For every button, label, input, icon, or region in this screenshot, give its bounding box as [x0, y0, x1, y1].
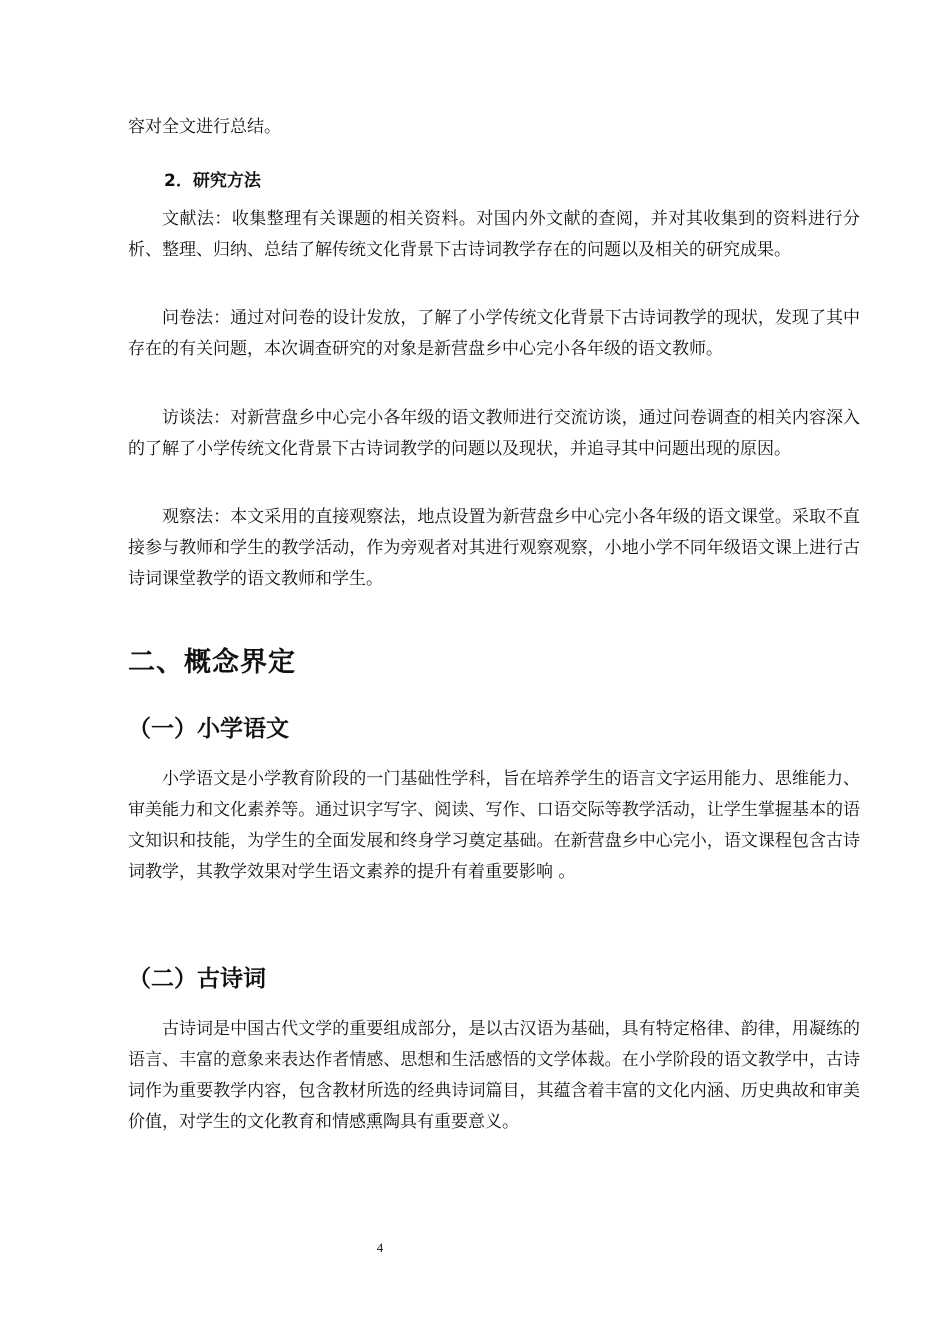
method-observation-paragraph: 观察法：本文采用的直接观察法，地点设置为新营盘乡中心完小各年级的语文课堂。采取不直接参与教师和学生的教学活动，作为旁观者对其进行观察观察，小地小学不同年级语文课上进行古诗词课堂教学的语文教师和学生。 — [128, 507, 860, 589]
section-body-primary-chinese: 小学语文是小学教育阶段的一门基础性学科，旨在培养学生的语言文字运用能力、思维能力、审美能力和文化素养等。通过识字写字、阅读、写作、口语交际等教学活动，让学生掌握基本的语文知识和技能，为学生的全面发展和终身学习奠定基础。在新营盘乡中心完小，语文课程包含古诗词教学，其教学效果对学生语文素养的提升有着重要影响 。 — [128, 769, 860, 882]
section-title-classical-poetry: （二）古诗词 — [128, 966, 266, 992]
intro-tail-paragraph: 容对全文进行总结。 — [128, 117, 281, 137]
method-interview-paragraph: 访谈法：对新营盘乡中心完小各年级的语文教师进行交流访谈，通过问卷调查的相关内容深入的了解了小学传统文化背景下古诗词教学的问题以及现状，并追寻其中问题出现的原因。 — [128, 408, 860, 459]
chapter-title: 二、概念界定 — [128, 647, 296, 678]
section-title-primary-chinese: （一）小学语文 — [128, 716, 289, 742]
section-body-classical-poetry: 古诗词是中国古代文学的重要组成部分，是以古汉语为基础，具有特定格律、韵律，用凝练的语言、丰富的意象来表达作者情感、思想和生活感悟的文学体裁。在小学阶段的语文教学中，古诗词作为重要教学内容，包含教材所选的经典诗词篇目，其蕴含着丰富的文化内涵、历史典故和审美价值，对学生的文化教育和情感熏陶具有重要意义。 — [128, 1019, 860, 1132]
method-questionnaire-paragraph: 问卷法：通过对问卷的设计发放，了解了小学传统文化背景下古诗词教学的现状，发现了其中存在的有关问题，本次调查研究的对象是新营盘乡中心完小各年级的语文教师。 — [128, 308, 860, 359]
page-number: 4 — [376, 1240, 384, 1255]
method-literature-paragraph: 文献法：收集整理有关课题的相关资料。对国内外文献的查阅，并对其收集到的资料进行分析、整理、归纳、总结了解传统文化背景下古诗词教学存在的问题以及相关的研究成果。 — [128, 209, 860, 260]
methods-heading: 2．研究方法 — [164, 171, 261, 191]
